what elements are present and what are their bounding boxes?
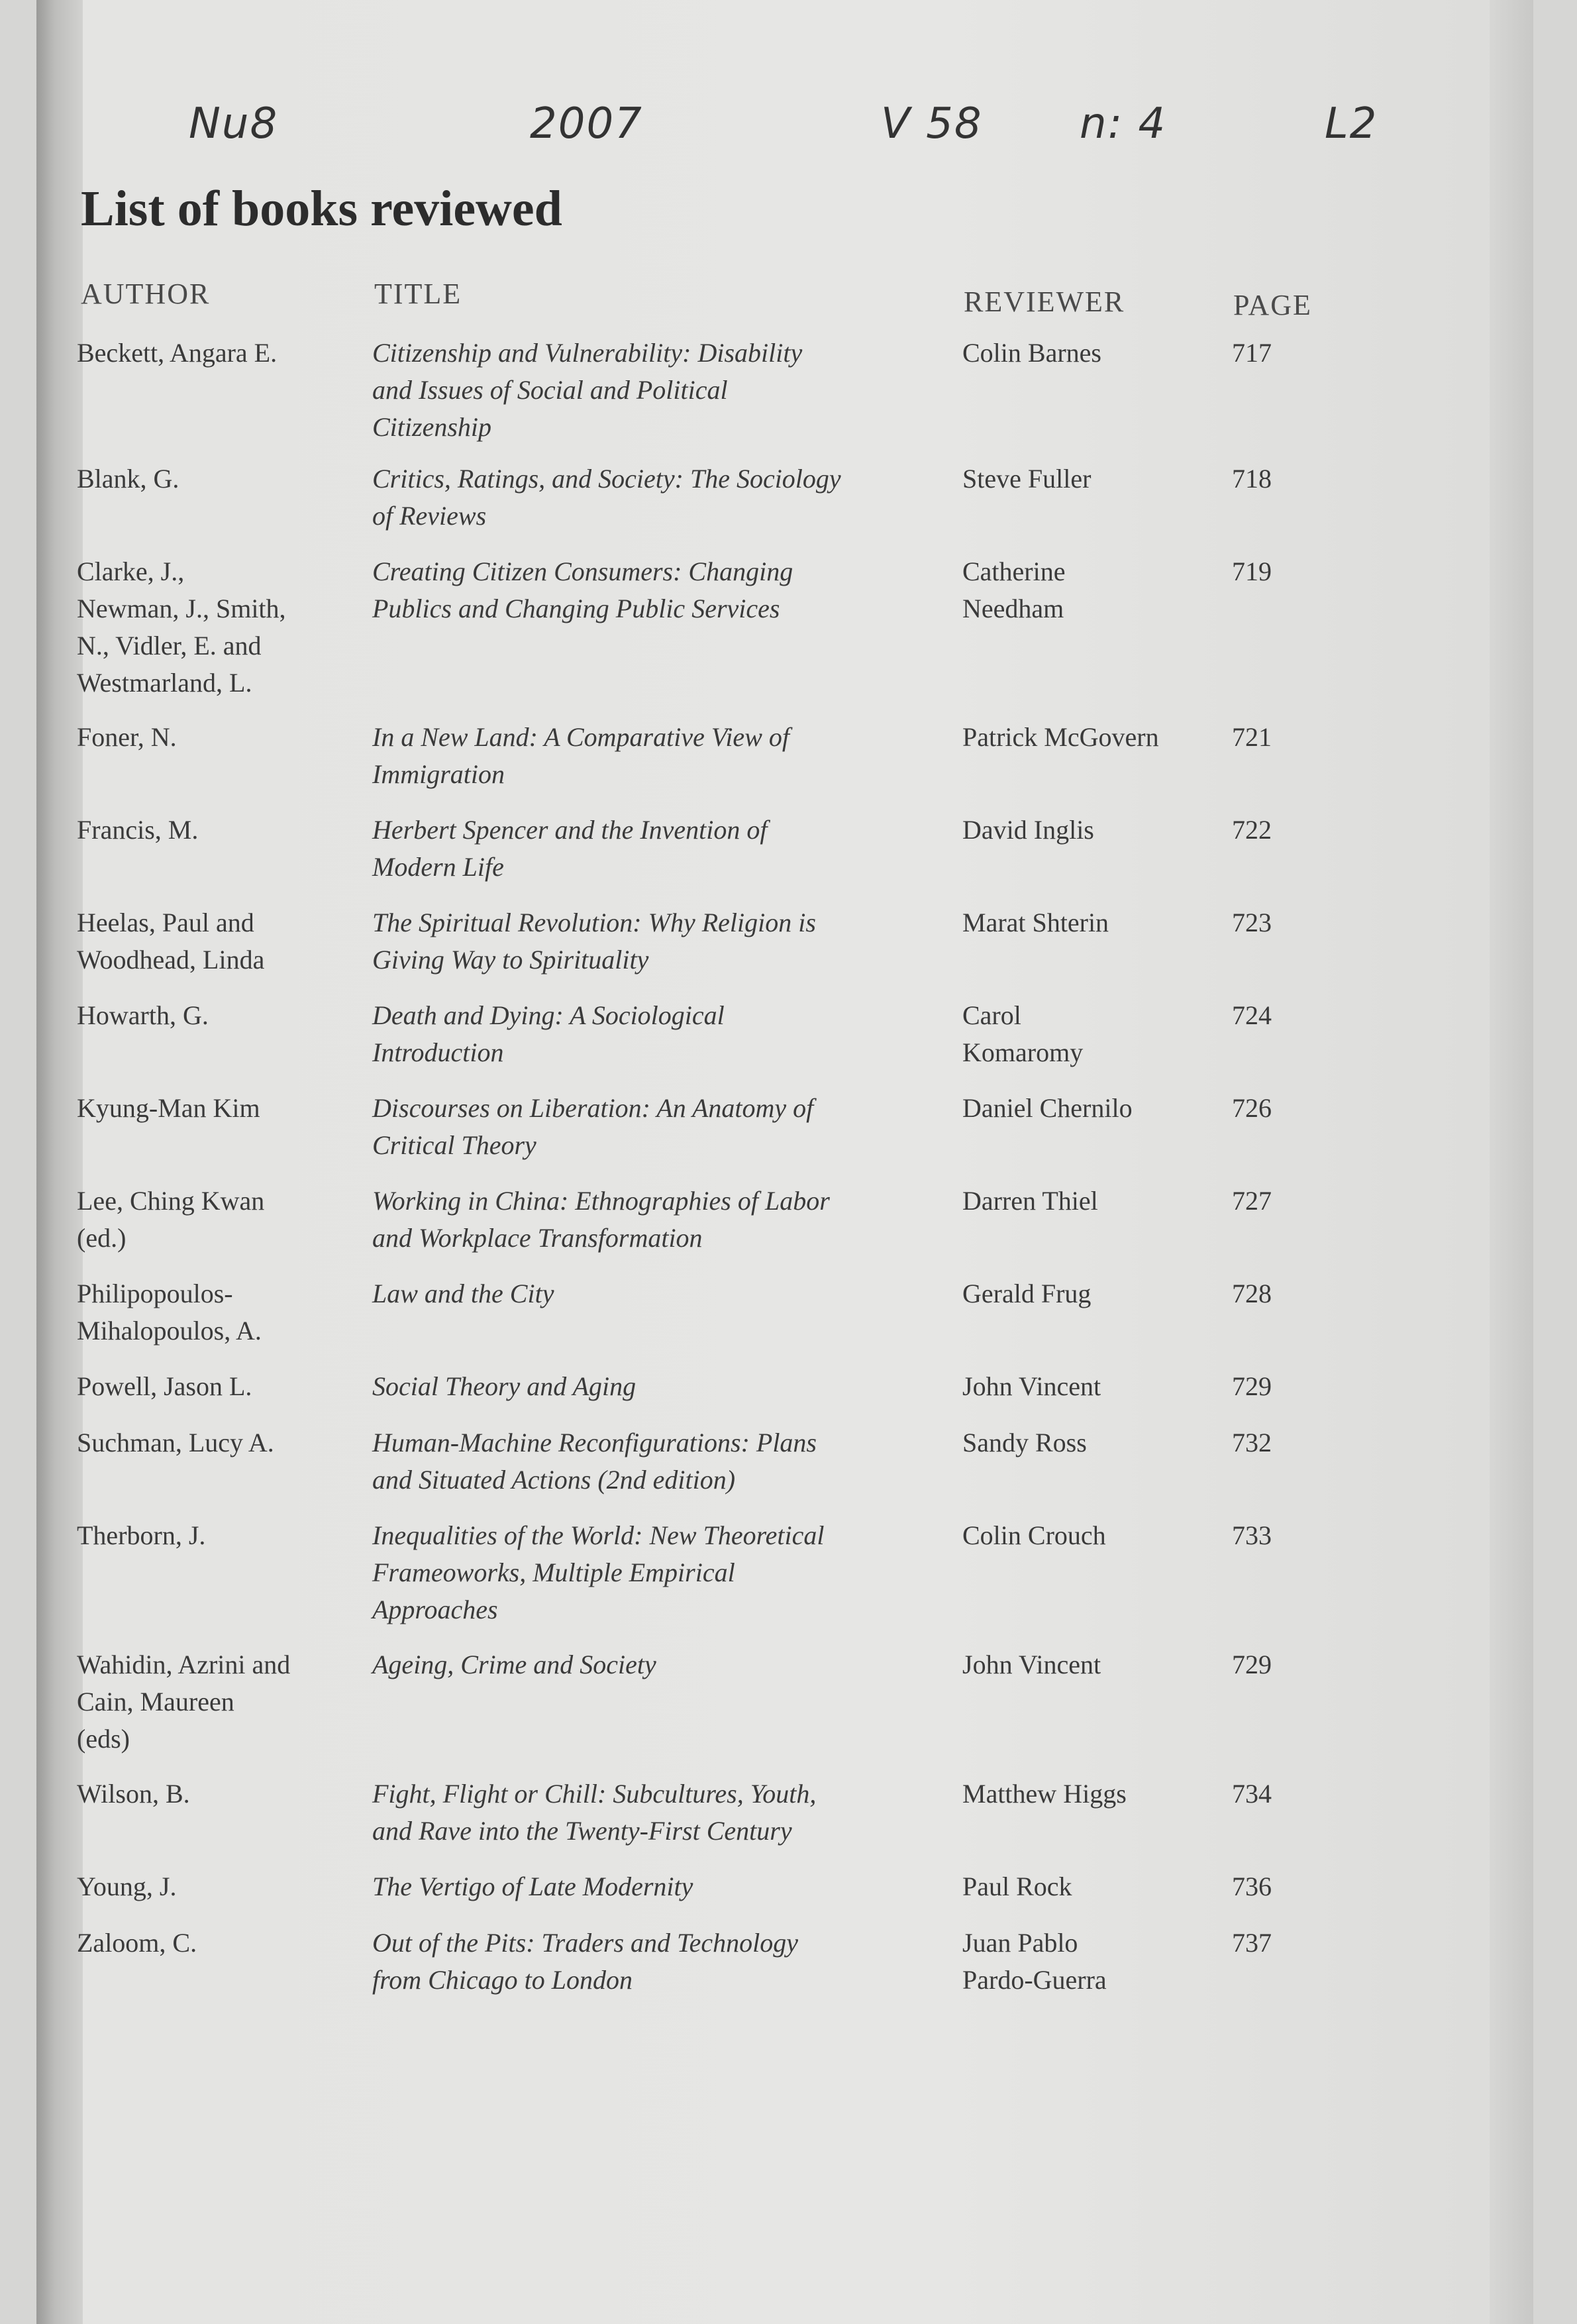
reviewer-cell (962, 1925, 1227, 1999)
title-cell-line: and Situated Actions (2nd edition) (372, 1465, 736, 1495)
page-cell (1232, 997, 1311, 1034)
title-cell-line: The Vertigo of Late Modernity (372, 1872, 693, 1901)
author-cell (77, 1925, 362, 1962)
author-cell-line: Young, J. (77, 1872, 177, 1901)
page-edge (1490, 0, 1533, 2324)
title-cell (372, 1183, 955, 1257)
author-cell (77, 1424, 362, 1461)
title-cell (372, 997, 955, 1071)
page-cell-line: 734 (1232, 1779, 1272, 1809)
title-cell-line: Immigration (372, 759, 505, 789)
reviewer-cell (962, 904, 1227, 941)
author-cell-line: Wahidin, Azrini and (77, 1650, 291, 1679)
page-cell (1232, 1275, 1311, 1312)
author-cell-line: Newman, J., Smith, (77, 594, 286, 623)
page-cell (1232, 719, 1311, 756)
reviewer-cell-line: Juan Pablo (962, 1928, 1078, 1958)
title-cell (372, 904, 955, 978)
title-cell-line: The Spiritual Revolution: Why Religion is (372, 908, 816, 937)
author-cell (77, 1275, 362, 1349)
title-cell-line: Approaches (372, 1595, 498, 1624)
reviewer-cell-line: Komaromy (962, 1037, 1084, 1067)
page-cell (1232, 1517, 1311, 1554)
reviewer-cell-line: John Vincent (962, 1650, 1101, 1679)
reviewer-cell (962, 1424, 1227, 1461)
page-cell (1232, 812, 1311, 849)
reviewer-cell-line: Carol (962, 1000, 1021, 1030)
title-cell-line: Discourses on Liberation: An Anatomy of (372, 1093, 814, 1123)
handwritten-note: Nu8 (189, 99, 279, 148)
reviewer-cell (962, 1517, 1227, 1554)
author-cell-line: Wilson, B. (77, 1779, 190, 1809)
author-cell (77, 1868, 362, 1905)
title-cell-line: and Rave into the Twenty-First Century (372, 1816, 792, 1846)
title-cell-line: Death and Dying: A Sociological (372, 1000, 725, 1030)
title-cell-line: Modern Life (372, 852, 504, 882)
column-header-title: TITLE (374, 278, 462, 310)
page-cell-line: 717 (1232, 338, 1272, 368)
author-cell-line: Lee, Ching Kwan (77, 1186, 265, 1216)
title-cell (372, 812, 955, 886)
title-cell-line: Human-Machine Reconfigurations: Plans (372, 1428, 817, 1457)
author-cell (77, 904, 362, 978)
title-cell (372, 1090, 955, 1164)
title-cell-line: Creating Citizen Consumers: Changing (372, 556, 793, 586)
reviewer-cell-line: Sandy Ross (962, 1428, 1087, 1457)
page-cell (1232, 1368, 1311, 1405)
page-cell-line: 729 (1232, 1650, 1272, 1679)
title-cell-line: Law and the City (372, 1279, 554, 1308)
page-cell-line: 719 (1232, 556, 1272, 586)
page-cell (1232, 1424, 1311, 1461)
title-cell-line: Citizenship (372, 412, 492, 442)
author-cell (77, 460, 362, 498)
reviewer-cell (962, 1183, 1227, 1220)
page-cell-line: 727 (1232, 1186, 1272, 1216)
reviewer-cell-line: David Inglis (962, 815, 1094, 845)
title-cell (372, 1868, 955, 1905)
column-header-author: AUTHOR (81, 278, 211, 310)
author-cell-line: Zaloom, C. (77, 1928, 197, 1958)
page-cell (1232, 904, 1311, 941)
author-cell-line: (ed.) (77, 1223, 127, 1253)
reviewer-cell-line: Colin Crouch (962, 1520, 1106, 1550)
author-cell-line: Westmarland, L. (77, 668, 252, 698)
title-cell (372, 1517, 955, 1628)
author-cell (77, 997, 362, 1034)
author-cell-line: Cain, Maureen (77, 1687, 234, 1717)
reviewer-cell (962, 1646, 1227, 1683)
title-cell-line: Inequalities of the World: New Theoretical (372, 1520, 825, 1550)
page-cell-line: 728 (1232, 1279, 1272, 1308)
reviewer-cell (962, 812, 1227, 849)
author-cell-line: Foner, N. (77, 722, 177, 752)
author-cell (77, 1517, 362, 1554)
page-cell-line: 724 (1232, 1000, 1272, 1030)
title-cell-line: Critical Theory (372, 1130, 536, 1160)
title-cell-line: Critics, Ratings, and Society: The Sociology (372, 464, 841, 494)
title-cell-line: from Chicago to London (372, 1965, 633, 1995)
title-cell-line: In a New Land: A Comparative View of (372, 722, 789, 752)
reviewer-cell (962, 997, 1227, 1071)
reviewer-cell-line: Steve Fuller (962, 464, 1092, 494)
title-cell-line: Herbert Spencer and the Invention of (372, 815, 768, 845)
author-cell-line: Therborn, J. (77, 1520, 206, 1550)
handwritten-note: V 58 (881, 99, 983, 148)
title-cell-line: Working in China: Ethnographies of Labor (372, 1186, 830, 1216)
author-cell (77, 553, 362, 702)
reviewer-cell (962, 335, 1227, 372)
title-cell (372, 460, 955, 535)
author-cell (77, 719, 362, 756)
title-cell-line: and Workplace Transformation (372, 1223, 703, 1253)
title-cell (372, 1424, 955, 1499)
title-cell-line: Frameoworks, Multiple Empirical (372, 1558, 735, 1587)
reviewer-cell-line: Needham (962, 594, 1064, 623)
reviewer-cell (962, 1868, 1227, 1905)
reviewer-cell-line: John Vincent (962, 1371, 1101, 1401)
page-cell-line: 737 (1232, 1928, 1272, 1958)
page-cell-line: 732 (1232, 1428, 1272, 1457)
reviewer-cell-line: Darren Thiel (962, 1186, 1098, 1216)
author-cell (77, 812, 362, 849)
reviewer-cell-line: Matthew Higgs (962, 1779, 1127, 1809)
author-cell (77, 1090, 362, 1127)
page-cell (1232, 1090, 1311, 1127)
author-cell (77, 1183, 362, 1257)
title-cell-line: Fight, Flight or Chill: Subcultures, Youth, (372, 1779, 817, 1809)
handwritten-note: L2 (1325, 99, 1378, 148)
reviewer-cell-line: Patrick McGovern (962, 722, 1159, 752)
title-cell (372, 1925, 955, 1999)
author-cell-line: Howarth, G. (77, 1000, 209, 1030)
title-cell (372, 553, 955, 627)
author-cell-line: Mihalopoulos, A. (77, 1316, 262, 1346)
title-cell-line: Ageing, Crime and Society (372, 1650, 656, 1679)
author-cell-line: Clarke, J., (77, 556, 185, 586)
page-cell-line: 729 (1232, 1371, 1272, 1401)
page-cell (1232, 335, 1311, 372)
title-cell (372, 335, 955, 446)
page-cell-line: 726 (1232, 1093, 1272, 1123)
page-cell-line: 736 (1232, 1872, 1272, 1901)
reviewer-cell (962, 460, 1227, 498)
reviewer-cell (962, 1775, 1227, 1813)
title-cell-line: and Issues of Social and Political (372, 375, 728, 405)
author-cell-line: Blank, G. (77, 464, 179, 494)
page-cell (1232, 1868, 1311, 1905)
author-cell-line: (eds) (77, 1724, 130, 1754)
author-cell-line: Powell, Jason L. (77, 1371, 252, 1401)
title-cell-line: Out of the Pits: Traders and Technology (372, 1928, 798, 1958)
page-cell-line: 733 (1232, 1520, 1272, 1550)
reviewer-cell-line: Colin Barnes (962, 338, 1101, 368)
title-cell (372, 1368, 955, 1405)
author-cell-line: Philipopoulos- (77, 1279, 233, 1308)
reviewer-cell-line: Marat Shterin (962, 908, 1109, 937)
page-cell-line: 721 (1232, 722, 1272, 752)
page-cell (1232, 1183, 1311, 1220)
title-cell-line: Publics and Changing Public Services (372, 594, 780, 623)
reviewer-cell-line: Pardo-Guerra (962, 1965, 1107, 1995)
title-cell-line: Giving Way to Spirituality (372, 945, 649, 975)
author-cell-line: Woodhead, Linda (77, 945, 265, 975)
title-cell (372, 719, 955, 793)
page-cell (1232, 460, 1311, 498)
page-cell (1232, 553, 1311, 590)
reviewer-cell (962, 719, 1227, 756)
reviewer-cell-line: Catherine (962, 556, 1066, 586)
reviewer-cell (962, 1275, 1227, 1312)
reviewer-cell (962, 553, 1227, 627)
reviewer-cell (962, 1368, 1227, 1405)
reviewer-cell-line: Gerald Frug (962, 1279, 1092, 1308)
title-cell-line: of Reviews (372, 501, 487, 531)
author-cell-line: Heelas, Paul and (77, 908, 254, 937)
page-cell (1232, 1775, 1311, 1813)
author-cell (77, 335, 362, 372)
column-header-page: PAGE (1233, 289, 1312, 321)
author-cell (77, 1646, 362, 1758)
author-cell-line: Kyung-Man Kim (77, 1093, 260, 1123)
author-cell-line: N., Vidler, E. and (77, 631, 262, 660)
reviewer-cell (962, 1090, 1227, 1127)
page-cell (1232, 1925, 1311, 1962)
column-header-reviewer: REVIEWER (964, 286, 1125, 318)
author-cell-line: Francis, M. (77, 815, 199, 845)
title-cell-line: Citizenship and Vulnerability: Disability (372, 338, 803, 368)
handwritten-note: n: 4 (1080, 99, 1167, 148)
reviewer-cell-line: Paul Rock (962, 1872, 1072, 1901)
reviewer-cell-line: Daniel Chernilo (962, 1093, 1133, 1123)
author-cell (77, 1775, 362, 1813)
page-cell (1232, 1646, 1311, 1683)
handwritten-note: 2007 (530, 99, 643, 148)
page-title: List of books reviewed (81, 181, 562, 237)
author-cell (77, 1368, 362, 1405)
title-cell (372, 1775, 955, 1850)
title-cell-line: Introduction (372, 1037, 504, 1067)
page-cell-line: 722 (1232, 815, 1272, 845)
title-cell (372, 1275, 955, 1312)
page-cell-line: 723 (1232, 908, 1272, 937)
title-cell-line: Social Theory and Aging (372, 1371, 636, 1401)
author-cell-line: Beckett, Angara E. (77, 338, 278, 368)
title-cell (372, 1646, 955, 1683)
page-cell-line: 718 (1232, 464, 1272, 494)
binding-gutter (36, 0, 83, 2324)
author-cell-line: Suchman, Lucy A. (77, 1428, 274, 1457)
